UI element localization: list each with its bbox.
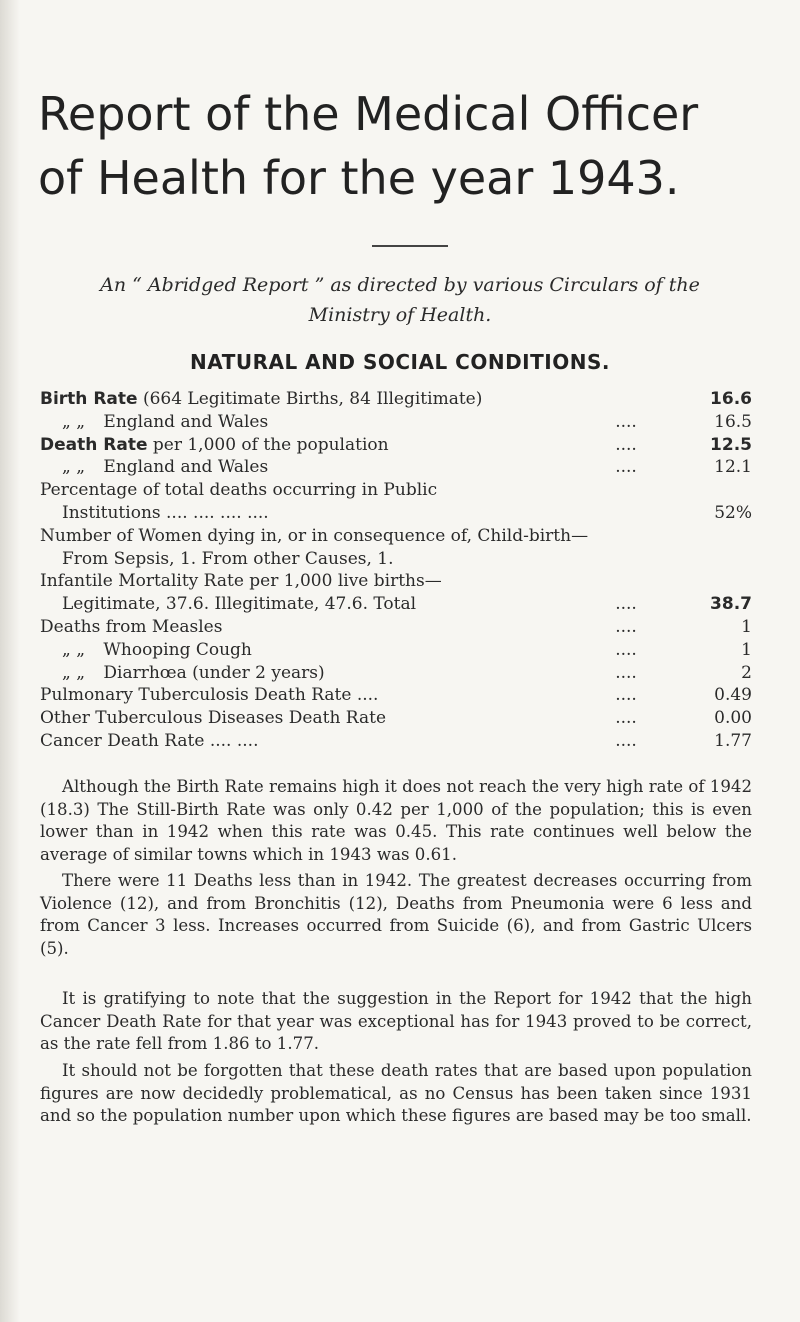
stat-value: 16.6 [710,389,752,409]
leader-dots: .... [615,594,637,615]
stat-row-childbirth-label [40,525,752,548]
leader-dots: .... [615,708,637,729]
subtitle-line-2: Ministry of Health. [308,304,492,326]
stat-value: 2 [741,662,752,683]
stat-detail: per 1,000 of the population [152,434,389,455]
ditto-marks: „ „ [62,411,86,432]
stat-label: Institutions .... .... .... .... [62,502,269,523]
stat-row-other-tb [40,707,752,730]
stat-value: 1 [741,639,752,660]
leader-dots: .... [615,411,637,432]
stat-value: 52% [714,502,752,523]
stat-label: Other Tuberculous Diseases Death Rate [40,708,387,729]
stat-label: Diarrhœa (under 2 years) [103,662,325,683]
paragraph-birth-rate: Although the Birth Rate remains high it does not reach the very high rate of 1942 (18.3) The Still-Birth Rate was only 0.42 per 1,000 of the population; this is even lower than in 1942 when this rate was 0.45. This rate continues well below the average of similar towns which in 1943 was 0.61. [40,777,752,864]
subtitle-line-1: An “ Abridged Report ” as directed by various Circulars of the [100,274,700,296]
stat-value: 1.77 [714,730,752,751]
stat-row-childbirth-detail [40,548,752,571]
stat-row-public-institutions [40,502,752,525]
paragraph-population: It should not be forgotten that these death rates that are based upon population figures are now decidedly problematical, as no Census has been taken since 1931 and so the population number upon which these figures are based may be too small. [40,1061,752,1126]
report-title [38,82,758,210]
stat-row-whooping-cough [40,639,752,662]
stat-label: Infantile Mortality Rate per 1,000 live births— [40,571,442,592]
stat-value: 16.5 [714,411,752,432]
stat-row-birth-rate [40,388,752,411]
leader-dots: .... [615,639,637,660]
stat-label: England and Wales [103,411,269,432]
paragraph-cancer: It is gratifying to note that the suggestion in the Report for 1942 that the high Cancer Death Rate for that year was exceptional has for 1943 proved to be correct, as the rate fell from 1.86 to 1.77. [40,989,752,1054]
leader-dots: .... [615,730,637,751]
stat-row-cancer [40,730,752,753]
title-line-2: of Health for the year 1943. [38,151,680,205]
statistics-list [40,388,752,753]
section-heading: NATURAL AND SOCIAL CONDITIONS. [190,350,610,374]
stat-row-pulmonary-tb [40,684,752,707]
leader-dots: .... [615,457,637,478]
ditto-marks: „ „ [62,457,86,478]
stat-detail: From Sepsis, 1. From other Causes, 1. [62,548,394,569]
stat-value: 38.7 [710,594,752,615]
stat-value: 1 [741,616,752,637]
stat-value: 12.5 [710,434,752,455]
stat-row-measles [40,616,752,639]
stat-label: Cancer Death Rate .... .... [40,730,259,751]
stat-label: Pulmonary Tuberculosis Death Rate .... [40,685,379,706]
stat-label: Deaths from Measles [40,616,223,637]
ditto-marks: „ „ [62,662,86,683]
stat-value: 0.00 [714,708,752,729]
stat-row-public-institutions-label [40,479,752,502]
stat-label: Percentage of total deaths occurring in Public [40,480,438,501]
title-divider [372,245,448,247]
stat-row-birth-rate-england-wales [40,411,752,434]
page-edge-shadow [0,0,20,1322]
stat-label: Birth Rate [40,389,138,409]
stat-row-death-rate-england-wales [40,456,752,479]
stat-row-diarrhoea [40,662,752,685]
stat-row-infantile-label [40,570,752,593]
stat-value: 0.49 [714,685,752,706]
stat-label: Legitimate, 37.6. Illegitimate, 47.6. Total [62,594,417,615]
stat-row-death-rate [40,434,752,457]
title-line-1: Report of the Medical Officer [38,87,699,141]
stat-label: England and Wales [103,457,269,478]
stat-value: 12.1 [714,457,752,478]
stat-row-infantile-mortality [40,593,752,616]
ditto-marks: „ „ [62,639,86,660]
stat-label: Number of Women dying in, or in consequence of, Child-birth— [40,525,589,546]
leader-dots: .... [615,616,637,637]
stat-detail: (664 Legitimate Births, 84 Illegitimate) [142,389,483,409]
stat-label: Whooping Cough [103,639,252,660]
paragraph-deaths: There were 11 Deaths less than in 1942. The greatest decreases occurring from Violence (12), and from Bronchitis (12), Deaths from Pneumonia were 6 less and from Cancer 3 less. Increases occurred from Suicide (6), and from Gastric Ulcers (5). [40,871,752,958]
stat-label: Death Rate [40,434,148,455]
leader-dots: .... [615,434,637,455]
leader-dots: .... [615,662,637,683]
leader-dots: .... [615,685,637,706]
report-subtitle [40,270,760,330]
